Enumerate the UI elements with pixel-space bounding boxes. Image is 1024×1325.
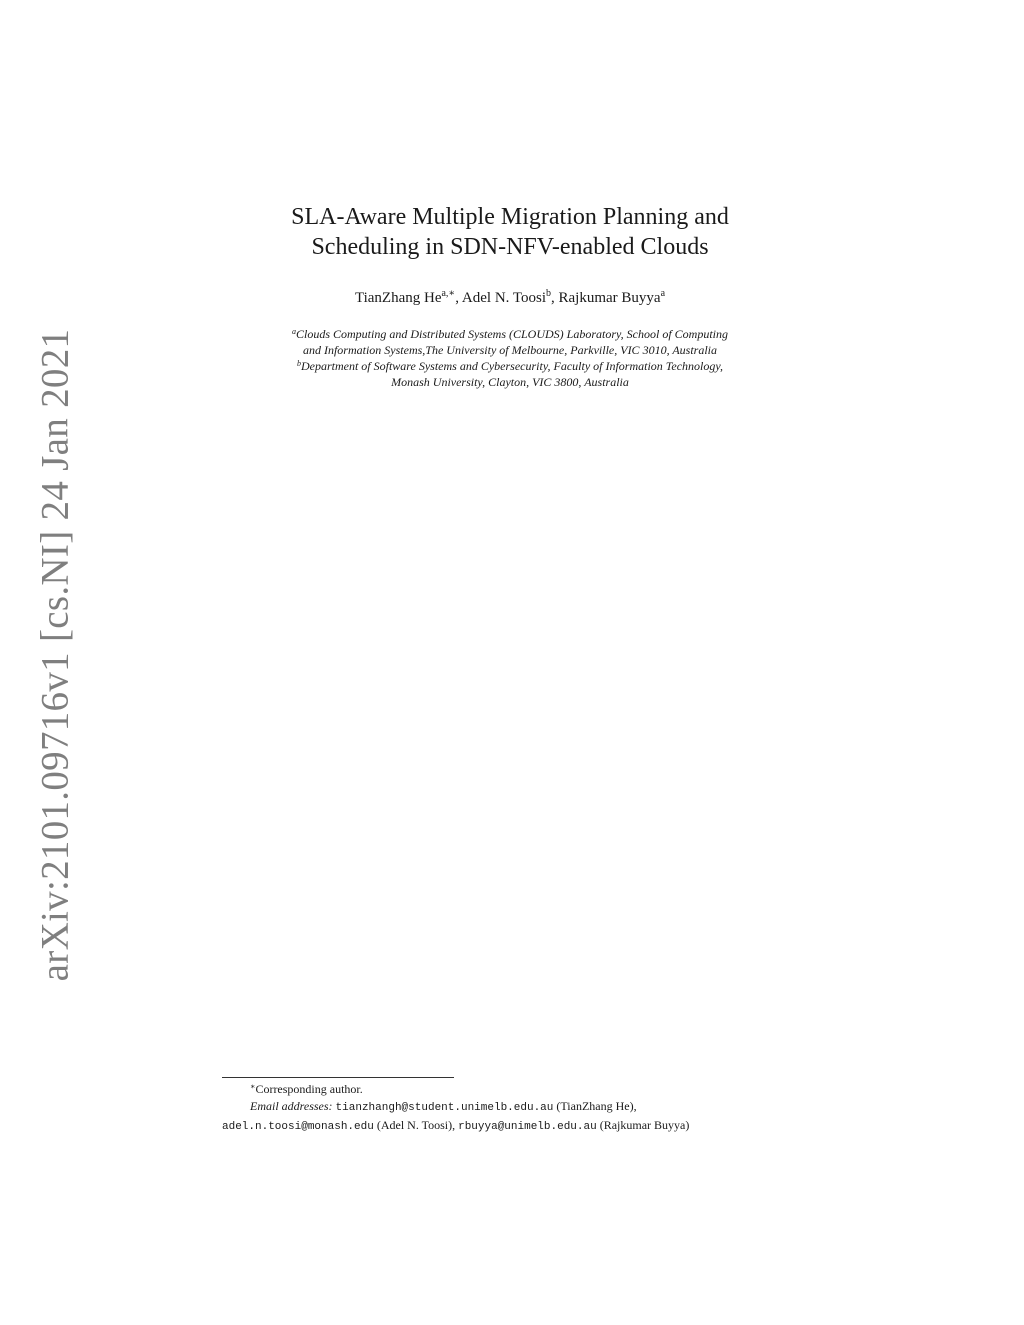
author-affiliation-mark: a,∗ [441, 288, 456, 299]
title-line-1: SLA-Aware Multiple Migration Planning and [291, 204, 729, 230]
affiliation-b-line-1 [200, 358, 820, 374]
footnotes [222, 1081, 822, 1136]
author-affiliation-mark: a [660, 288, 666, 299]
affiliations [200, 326, 820, 390]
affiliation-b-line-2: Monash University, Clayton, VIC 3800, Australia [391, 375, 629, 389]
author-name: Rajkumar Buyya [558, 290, 661, 306]
email-address[interactable]: rbuyya@unimelb.edu.au [458, 1121, 597, 1133]
corresponding-mark: ∗ [250, 1082, 256, 1091]
footnote-divider [222, 1077, 454, 1078]
author-affiliation-mark: b [546, 288, 552, 299]
email-line-1 [222, 1098, 822, 1117]
email-owner: (TianZhang He), [556, 1099, 637, 1113]
email-line-2 [222, 1117, 822, 1136]
corresponding-text: Corresponding author. [255, 1082, 363, 1096]
affiliation-a-mark: a [291, 327, 296, 336]
email-owner: (Adel N. Toosi), [376, 1118, 456, 1132]
email-label: Email addresses: [250, 1099, 333, 1113]
email-address[interactable]: tianzhangh@student.unimelb.edu.au [335, 1102, 554, 1114]
author-separator: , [551, 290, 559, 306]
author-list [210, 290, 810, 307]
title-line-2: Scheduling in SDN-NFV-enabled Clouds [311, 234, 709, 260]
author-name: Adel N. Toosi [461, 290, 547, 306]
affiliation-b-text-1: Department of Software Systems and Cybersecurity, Faculty of Information Technology, [300, 359, 724, 373]
arxiv-identifier-stamp: arXiv:2101.09716v1 [cs.NI] 24 Jan 2021 [33, 328, 77, 982]
author-name: TianZhang He [354, 290, 442, 306]
affiliation-a-text-1: Clouds Computing and Distributed Systems (CLOUDS) Laboratory, School of Computing [295, 327, 729, 341]
email-owner: (Rajkumar Buyya) [599, 1118, 690, 1132]
affiliation-a-line-2: and Information Systems,The University of Melbourne, Parkville, VIC 3010, Australia [302, 343, 718, 357]
author-separator: , [455, 290, 462, 306]
paper-title [210, 202, 810, 262]
corresponding-author-note [222, 1081, 822, 1098]
email-address[interactable]: adel.n.toosi@monash.edu [222, 1121, 374, 1133]
affiliation-a-line-1 [200, 326, 820, 342]
affiliation-b-mark: b [296, 359, 301, 368]
